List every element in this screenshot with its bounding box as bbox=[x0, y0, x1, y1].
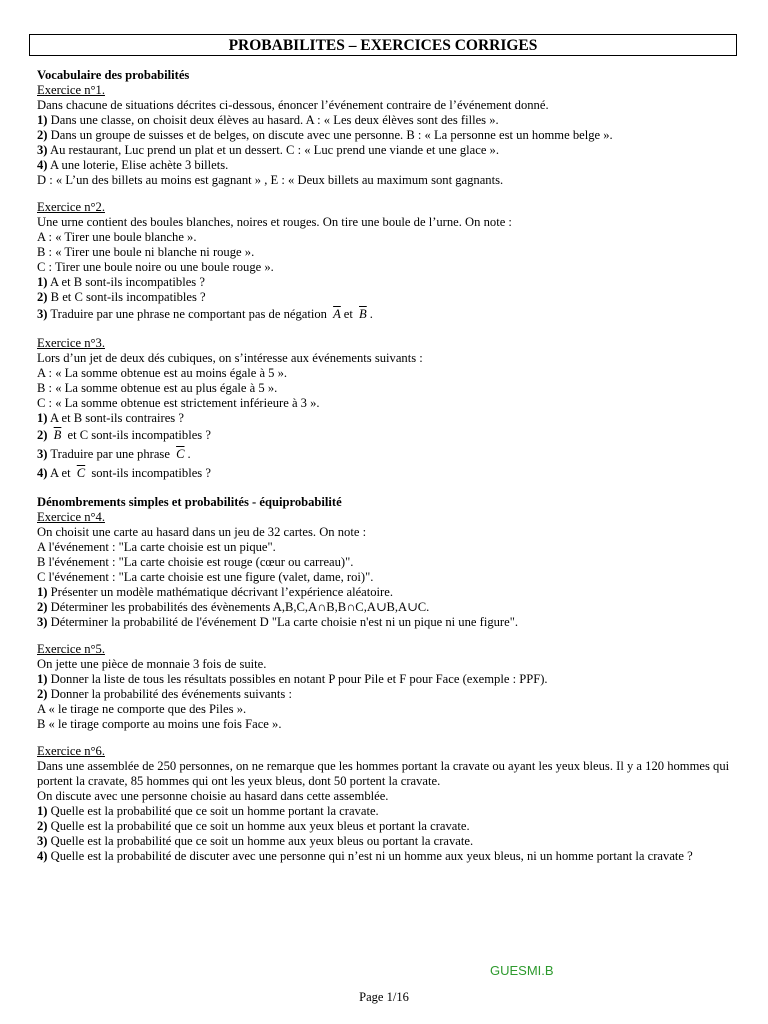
q-text: B et C sont-ils incompatibles ? bbox=[50, 290, 206, 304]
exercise-4-q2 bbox=[37, 600, 737, 615]
section-heading-denombrements: Dénombrements simples et probabilités - équiprobabilité bbox=[37, 495, 342, 509]
exercise-1-intro: Dans chacune de situations décrites ci-dessous, énoncer l’événement contraire de l’événement donné. bbox=[37, 98, 549, 112]
q-text: et C sont-ils incompatibles ? bbox=[67, 428, 211, 442]
exercise-5-q1 bbox=[37, 672, 737, 687]
q-number: 2) bbox=[37, 687, 48, 701]
exercise-3-q2 bbox=[37, 426, 737, 445]
q-number: 1) bbox=[37, 275, 48, 289]
q-text: sont-ils incompatibles ? bbox=[91, 466, 211, 480]
q-text-end: . bbox=[369, 307, 373, 321]
q-number: 1) bbox=[37, 804, 48, 818]
author-name: GUESMI.B bbox=[490, 963, 554, 978]
exercise-3-intro: Lors d’un jet de deux dés cubiques, on s’intéresse aux événements suivants : bbox=[37, 351, 423, 365]
exercise-1-q4-events: D : « L’un des billets au moins est gagnant » , E : « Deux billets au maximum sont gagnants. bbox=[37, 173, 504, 187]
exercise-4-intro: On choisit une carte au hasard dans un jeu de 32 cartes. On note : bbox=[37, 525, 367, 539]
q-text: Quelle est la probabilité que ce soit un homme portant la cravate. bbox=[50, 804, 379, 818]
q-number: 4) bbox=[37, 158, 48, 172]
page-title: PROBABILITES – EXERCICES CORRIGES bbox=[29, 34, 737, 56]
exercise-1-q4 bbox=[37, 158, 737, 173]
page-number: Page 1/16 bbox=[359, 990, 409, 1004]
q-number: 1) bbox=[37, 672, 48, 686]
q-text: Traduire par une phrase ne comportant pas de négation bbox=[50, 307, 327, 321]
exercise-6-q1 bbox=[37, 804, 737, 819]
q-text-end: . bbox=[187, 447, 191, 461]
q-number: 4) bbox=[37, 849, 48, 863]
q-text: Dans un groupe de suisses et de belges, on discute avec une personne. B : « La personne est un homme belge ». bbox=[50, 128, 613, 142]
event-b: B : « Tirer une boule ni blanche ni rouge ». bbox=[37, 245, 255, 259]
q-text: A et B sont-ils incompatibles ? bbox=[49, 275, 205, 289]
complement-c: $\overline{C}$ bbox=[176, 447, 185, 461]
exercise-2-intro: Une urne contient des boules blanches, noires et rouges. On tire une boule de l’urne. On note : bbox=[37, 215, 512, 229]
q-text: Dans une classe, on choisit deux élèves au hasard. A : « Les deux élèves sont des filles ». bbox=[50, 113, 499, 127]
q-text: Au restaurant, Luc prend un plat et un dessert. C : « Luc prend une viande et une glace ». bbox=[49, 143, 499, 157]
exercise-2 bbox=[37, 200, 737, 324]
q-text: A une loterie, Elise achète 3 billets. bbox=[49, 158, 229, 172]
exercise-6-intro: Dans une assemblée de 250 personnes, on ne remarque que les hommes portant la cravate ou ayant les yeux bleus. Il y a 120 hommes qui portent la cravate, 85 hommes qui ont les yeux bleus, dont 50 portent la cravate. bbox=[37, 759, 730, 788]
complement-a: $\overline{A}$ bbox=[333, 307, 341, 321]
q-text: Quelle est la probabilité que ce soit un homme aux yeux bleus et portant la cravate. bbox=[50, 819, 470, 833]
event-a: A l'événement : "La carte choisie est un pique". bbox=[37, 540, 276, 554]
event-c: C : « La somme obtenue est strictement inférieure à 3 ». bbox=[37, 396, 320, 410]
document-body bbox=[37, 68, 737, 864]
exercise-5-q2 bbox=[37, 687, 737, 702]
section-heading-vocabulaire: Vocabulaire des probabilités bbox=[37, 68, 190, 82]
q-number: 2) bbox=[37, 600, 48, 614]
q-number: 2) bbox=[37, 819, 48, 833]
event-a: A : « La somme obtenue est au moins égale à 5 ». bbox=[37, 366, 288, 380]
exercise-6 bbox=[37, 744, 737, 864]
exercise-6-q3 bbox=[37, 834, 737, 849]
exercise-5-title: Exercice n°5. bbox=[37, 642, 105, 656]
q-text: Quelle est la probabilité que ce soit un homme aux yeux bleus ou portant la cravate. bbox=[50, 834, 474, 848]
q-number: 4) bbox=[37, 466, 48, 480]
exercise-2-q3 bbox=[37, 305, 737, 324]
exercise-4-title: Exercice n°4. bbox=[37, 510, 105, 524]
exercise-2-q2 bbox=[37, 290, 737, 305]
q-text: Donner la probabilité des événements suivants : bbox=[50, 687, 292, 701]
q-number: 3) bbox=[37, 307, 48, 321]
event-b: B : « La somme obtenue est au plus égale à 5 ». bbox=[37, 381, 278, 395]
q-text-et: et bbox=[343, 307, 353, 321]
section-denombrements bbox=[37, 495, 737, 630]
event-a: A « le tirage ne comporte que des Piles ». bbox=[37, 702, 247, 716]
q-text: A et B sont-ils contraires ? bbox=[49, 411, 184, 425]
exercise-3-q4 bbox=[37, 464, 737, 483]
exercise-3-title: Exercice n°3. bbox=[37, 336, 105, 350]
event-b: B « le tirage comporte au moins une fois Face ». bbox=[37, 717, 282, 731]
complement-b: $\overline{B}$ bbox=[359, 307, 367, 321]
q-number: 2) bbox=[37, 290, 48, 304]
event-c: C l'événement : "La carte choisie est une figure (valet, dame, roi)". bbox=[37, 570, 374, 584]
exercise-5-intro: On jette une pièce de monnaie 3 fois de suite. bbox=[37, 657, 267, 671]
exercise-1-q2 bbox=[37, 128, 737, 143]
q-text: Présenter un modèle mathématique décrivant l’expérience aléatoire. bbox=[50, 585, 393, 599]
exercise-6-intro2: On discute avec une personne choisie au hasard dans cette assemblée. bbox=[37, 789, 389, 803]
q-text: Déterminer la probabilité de l'événement D "La carte choisie n'est ni un pique ni une figure". bbox=[50, 615, 518, 629]
q-number: 3) bbox=[37, 143, 48, 157]
q-number: 1) bbox=[37, 411, 48, 425]
q-number: 3) bbox=[37, 447, 48, 461]
exercise-6-q2 bbox=[37, 819, 737, 834]
exercise-3-q3 bbox=[37, 445, 737, 464]
q-number: 1) bbox=[37, 585, 48, 599]
exercise-1-q3 bbox=[37, 143, 737, 158]
event-b: B l'événement : "La carte choisie est rouge (cœur ou carreau)". bbox=[37, 555, 354, 569]
exercise-3-q1 bbox=[37, 411, 737, 426]
event-c: C : Tirer une boule noire ou une boule rouge ». bbox=[37, 260, 274, 274]
exercise-2-q1 bbox=[37, 275, 737, 290]
q-number: 1) bbox=[37, 113, 48, 127]
q-number: 2) bbox=[37, 128, 48, 142]
exercise-5 bbox=[37, 642, 737, 732]
exercise-2-title: Exercice n°2. bbox=[37, 200, 105, 214]
q-text: Donner la liste de tous les résultats possibles en notant P pour Pile et F pour Face (exemple : PPF). bbox=[50, 672, 548, 686]
q-text: Déterminer les probabilités des évènements A,B,C,A∩B,B∩C,A∪B,A∪C. bbox=[50, 600, 430, 614]
exercise-1-title: Exercice n°1. bbox=[37, 83, 105, 97]
exercise-4-q1 bbox=[37, 585, 737, 600]
q-text: Quelle est la probabilité de discuter avec une personne qui n’est ni un homme aux yeux bleus, ni un homme portant la cravate ? bbox=[50, 849, 693, 863]
exercise-6-title: Exercice n°6. bbox=[37, 744, 105, 758]
complement-b: $\overline{B}$ bbox=[53, 428, 62, 442]
q-text-pre: A et bbox=[49, 466, 71, 480]
exercise-4-q3 bbox=[37, 615, 737, 630]
q-text: Traduire par une phrase bbox=[50, 447, 170, 461]
q-number: 3) bbox=[37, 615, 48, 629]
event-a: A : « Tirer une boule blanche ». bbox=[37, 230, 197, 244]
q-number: 2) bbox=[37, 428, 48, 442]
q-number: 3) bbox=[37, 834, 48, 848]
complement-c: $\overline{C}$ bbox=[76, 466, 86, 480]
exercise-1-q1 bbox=[37, 113, 737, 128]
exercise-1 bbox=[37, 83, 737, 188]
exercise-6-q4 bbox=[37, 849, 737, 864]
exercise-3 bbox=[37, 336, 737, 483]
